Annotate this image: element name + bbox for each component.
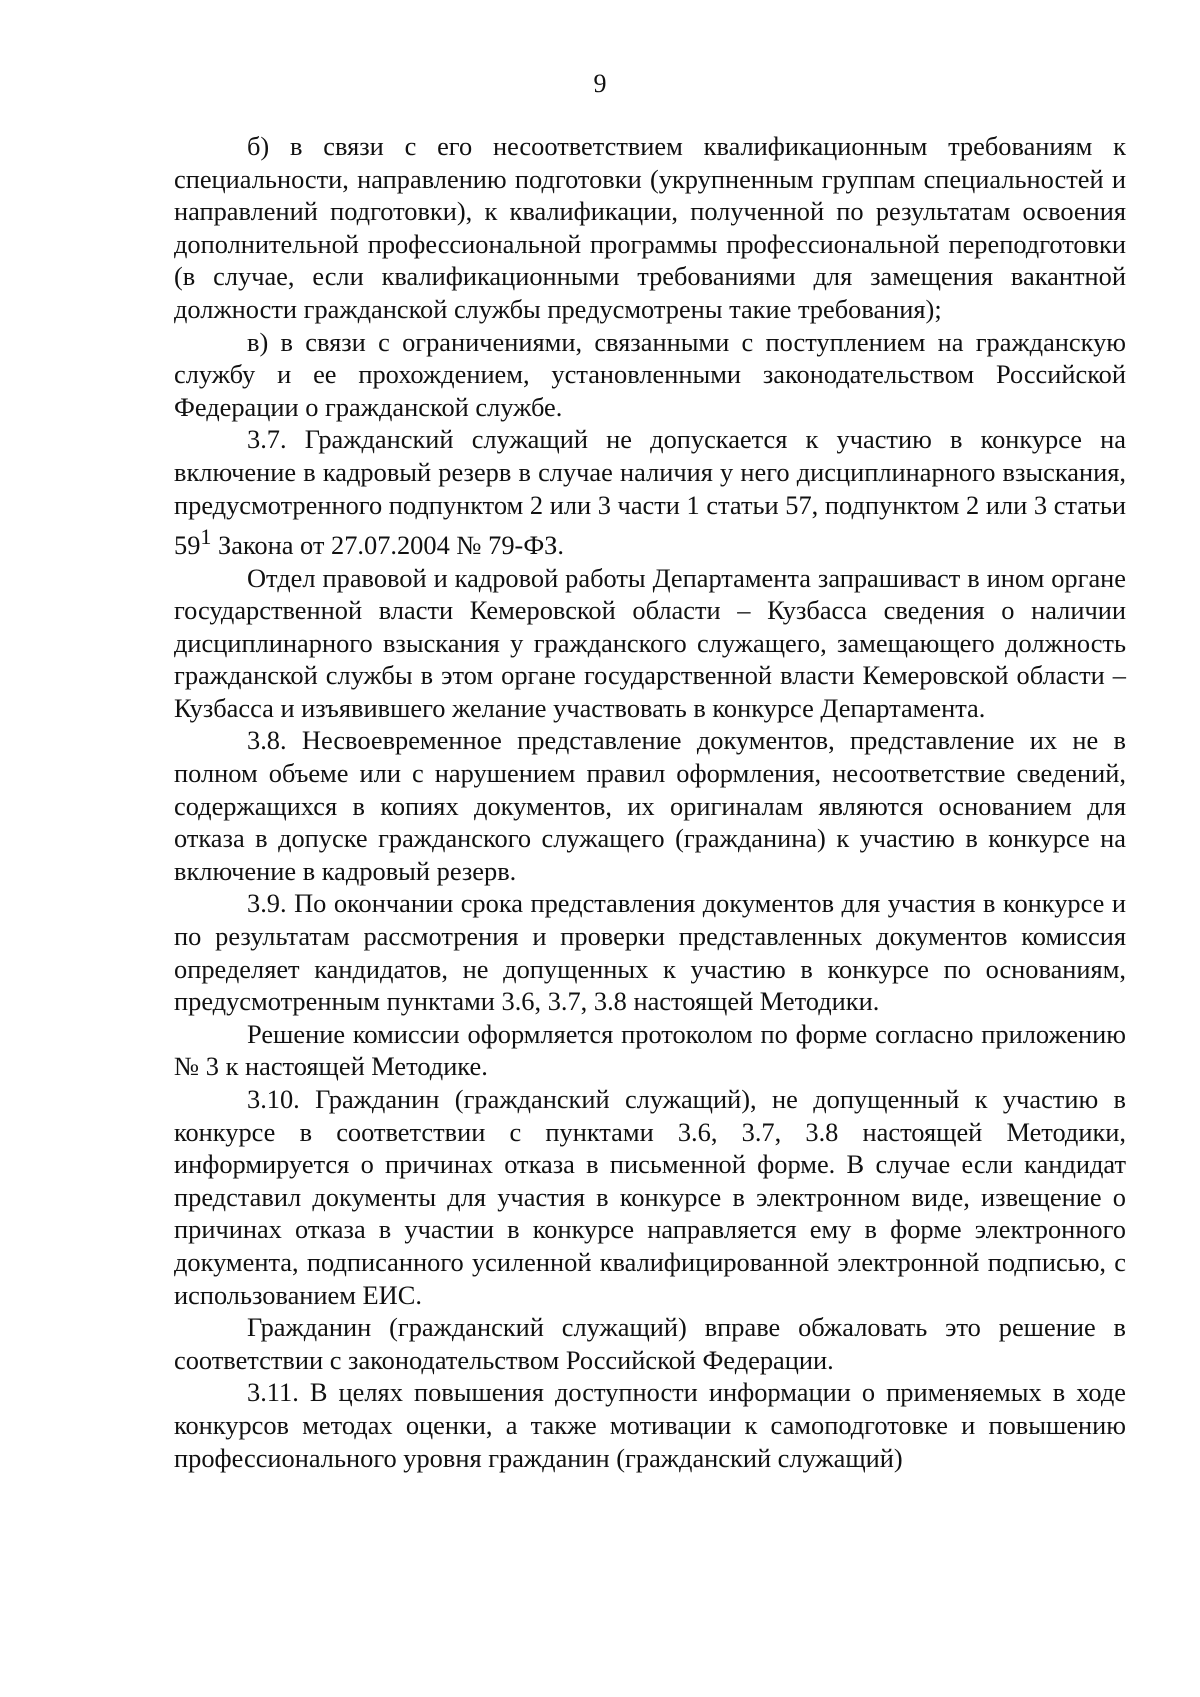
- paragraph-3-7-text: 3.7. Гражданский служащий не допускается к участию в конкурсе на включение в кадровый резерв в случае наличия у него дисциплинарного взыскания, предусмотренного подпунктом 2 или 3 части 1 статьи 57, подпунктом 2 или 3 статьи 59: [174, 424, 1126, 560]
- paragraph-3-7-law: Закона от 27.07.2004 № 79-ФЗ.: [211, 529, 564, 560]
- paragraph-hr-request: Отдел правовой и кадровой работы Департамента запрашиваст в ином органе государственной власти Кемеровской области – Кузбасса сведения о наличии дисциплинарного взыскания у гражданского служащего, замещающего должность гражданской службы в этом органе государственной власти Кемеровской области – Кузбасса и изъявившего желание участвовать в конкурсе Департамента.: [174, 562, 1126, 723]
- paragraph-v-restrictions: в) в связи с ограничениями, связанными с поступлением на гражданскую службу и ее прохождением, установленными законодательством Российской Федерации о гражданской службе.: [174, 326, 1126, 422]
- paragraph-3-9: 3.9. По окончании срока представления документов для участия в конкурсе и по результатам рассмотрения и проверки представленных документов комиссия определяет кандидатов, не допущенных к участию в конкурсе по основаниям, предусмотренным пунктами 3.6, 3.7, 3.8 настоящей Методики.: [174, 888, 1126, 1017]
- paragraph-3-7: [174, 423, 1126, 561]
- paragraph-3-11: 3.11. В целях повышения доступности информации о применяемых в ходе конкурсов методах оценки, а также мотивации к самоподготовке и повышению профессионального уровня гражданин (гражданский служащий): [174, 1377, 1126, 1473]
- paragraph-appeal-right: Гражданин (гражданский служащий) вправе обжаловать это решение в соответствии с законодательством Российской Федерации.: [174, 1312, 1126, 1375]
- paragraph-commission-decision: Решение комиссии оформляется протоколом по форме согласно приложению № 3 к настоящей Методике.: [174, 1018, 1126, 1082]
- document-body: [174, 130, 1126, 1474]
- page-number: 9: [593, 69, 607, 98]
- article-superscript: 1: [200, 524, 212, 550]
- paragraph-3-10: 3.10. Гражданин (гражданский служащий), не допущенный к участию в конкурсе в соответствии с пунктами 3.6, 3.7, 3.8 настоящей Методики, информируется о причинах отказа в письменной форме. В случае если кандидат представил документы для участия в конкурсе в электронном виде, извещение о причинах отказа в участии в конкурсе направляется ему в форме электронного документа, подписанного усиленной квалифицированной электронной подписью, с использованием ЕИС.: [174, 1084, 1126, 1310]
- paragraph-3-8: 3.8. Несвоевременное представление документов, представление их не в полном объеме или с нарушением правил оформления, несоответствие сведений, содержащихся в копиях документов, их оригиналам являются основанием для отказа в допуске гражданского служащего (гражданина) к участию в конкурсе на включение в кадровый резерв.: [174, 725, 1126, 886]
- paragraph-b-qualification: б) в связи с его несоответствием квалификационным требованиям к специальности, направлению подготовки (укрупненным группам специальностей и направлений подготовки), к квалификации, полученной по результатам освоения дополнительной профессиональной программы профессиональной переподготовки (в случае, если квалификационными требованиями для замещения вакантной должности гражданской службы предусмотрены такие требования);: [174, 131, 1126, 324]
